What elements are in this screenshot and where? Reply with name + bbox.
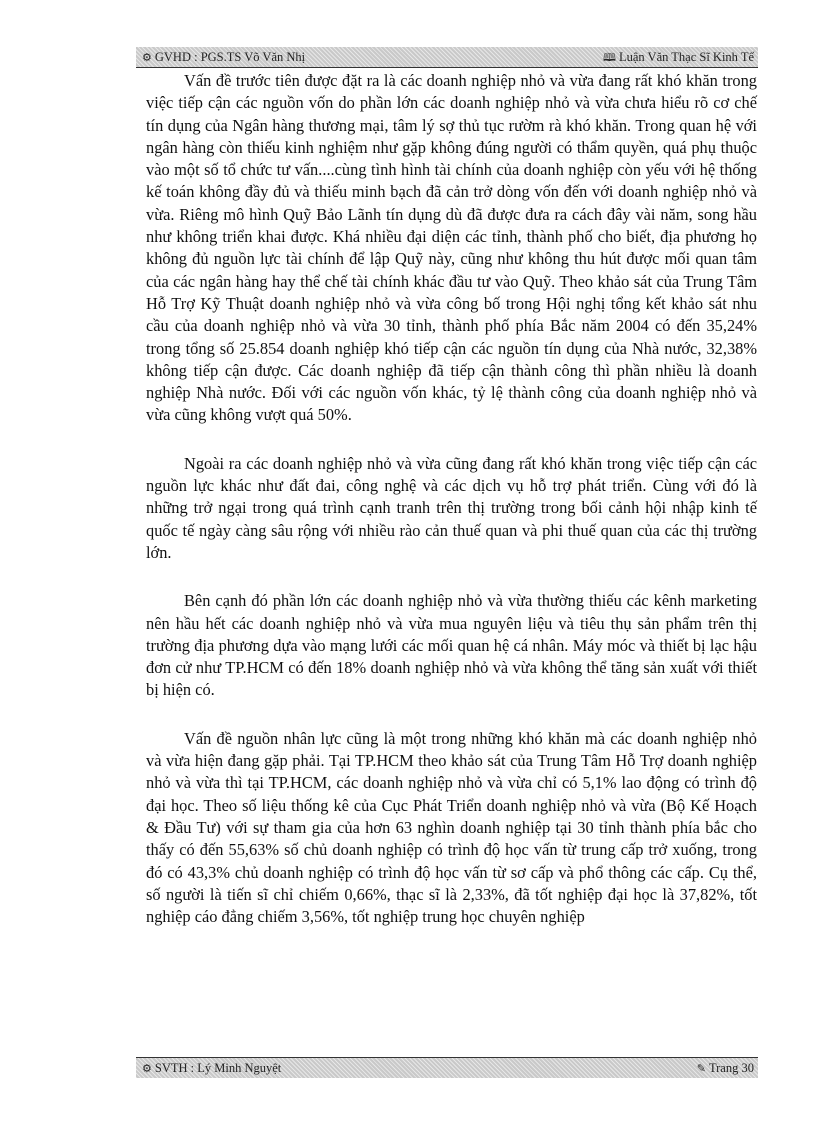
supervisor-label: GVHD : PGS.TS Võ Văn Nhị (154, 50, 306, 64)
page-body (146, 70, 757, 954)
pencil-icon: ✎ (696, 1062, 706, 1075)
paragraph: Bên cạnh đó phần lớn các doanh nghiệp nhỏ và vừa thường thiếu các kênh marketing nên hầu hết các doanh nghiệp nhỏ và vừa mua nguyên liệu và tiêu thụ sản phẩm trên thị trường địa phương dựa vào mạng lưới các mối quan hệ cá nhân. Máy móc và thiết bị lạc hậu đơn cử như TP.HCM có đến 18% doanh nghiệp nhỏ và vừa không thể tăng sản xuất với thiết bị hiện có. (146, 591, 757, 700)
student-label: SVTH : Lý Minh Nguyệt (154, 1061, 282, 1075)
page-number: Trang 30 (708, 1061, 754, 1075)
footer-left (142, 1058, 281, 1079)
header-right (603, 47, 754, 68)
paragraph: Vấn đề trước tiên được đặt ra là các doanh nghiệp nhỏ và vừa đang rất khó khăn trong việc tiếp cận các nguồn vốn do phần lớn các doanh nghiệp nhỏ và vừa chưa hiểu rõ cơ chế tín dụng của Ngân hàng thương mại, tâm lý sợ thủ tục rườm rà khó khăn. Trong quan hệ với ngân hàng còn thiếu kinh nghiệm như gặp không đúng người có thẩm quyền, quá phụ thuộc vào một số tổ chức tư vấn....cùng tình hình tài chính của doanh nghiệp còn yếu với hệ thống kế toán không đầy đủ và thiếu minh bạch đã cản trở dòng vốn đến với doanh nghiệp nhỏ và vừa. Riêng mô hình Quỹ Bảo Lãnh tín dụng dù đã được đưa ra cách đây vài năm, song hầu như không triển khai được. Khá nhiều đại diện các tỉnh, thành phố cho biết, địa phương họ không đủ nguồn lực tài chính để lập Quỹ này, cũng như không thu hút được mối quan tâm của các ngân hàng hay thể chế tài chính khác đầu tư vào Quỹ. Theo khảo sát của Trung Tâm Hỗ Trợ Kỹ Thuật doanh nghiệp nhỏ và vừa công bố trong Hội nghị tổng kết khảo sát nhu cầu của doanh nghiệp nhỏ và vừa 30 tỉnh, thành phố phía Bắc năm 2004 có đến 35,24% trong tổng số 25.854 doanh nghiệp khó tiếp cận các nguồn tín dụng của Nhà nước, 32,38% không tiếp cận được. Các doanh nghiệp đã tiếp cận thành công thì phần nhiều là doanh nghiệp Nhà nước. Đối với các nguồn vốn khác, tỷ lệ thành công của doanh nghiệp nhỏ và vừa cũng không vượt quá 50%. (146, 71, 757, 425)
page-header (136, 47, 758, 68)
thesis-title: Luận Văn Thạc Sĩ Kinh Tế (618, 50, 754, 64)
header-left (142, 47, 305, 68)
page-footer (136, 1057, 758, 1078)
gear-icon: ⚙ (142, 51, 152, 64)
paragraph: Ngoài ra các doanh nghiệp nhỏ và vừa cũng đang rất khó khăn trong việc tiếp cận các nguồn lực khác như đất đai, công nghệ và các dịch vụ hỗ trợ phát triển. Cùng với đó là những trở ngại trong quá trình cạnh tranh trên thị trường trong bối cảnh hội nhập kinh tế quốc tế ngày càng sâu rộng với nhiều rào cản thuế quan và phi thuế quan của các thị trường lớn. (146, 453, 757, 562)
book-icon: 🕮 (602, 51, 616, 64)
paragraph: Vấn đề nguồn nhân lực cũng là một trong những khó khăn mà các doanh nghiệp nhỏ và vừa hiện đang gặp phải. Tại TP.HCM theo khảo sát của Trung Tâm Hỗ Trợ doanh nghiệp nhỏ và vừa thì tại TP.HCM, các doanh nghiệp nhỏ và vừa chỉ có 5,1% lao động có trình độ đại học. Theo số liệu thống kê của Cục Phát Triển doanh nghiệp nhỏ và vừa (Bộ Kế Hoạch & Đầu Tư) với sự tham gia của hơn 63 nghìn doanh nghiệp tại 30 tỉnh thành phía bắc cho thấy có đến 55,63% số chủ doanh nghiệp có trình độ học vấn từ trung cấp trở xuống, trong đó có 43,3% chủ doanh nghiệp có trình độ học vấn từ sơ cấp và phổ thông các cấp. Cụ thể, số người là tiến sĩ chỉ chiếm 0,66%, thạc sĩ là 2,33%, đã tốt nghiệp đại học là 37,82%, tốt nghiệp cáo đẳng chiếm 3,56%, tốt nghiệp trung học chuyên nghiệp (146, 728, 757, 927)
gear-icon: ⚙ (142, 1062, 152, 1075)
footer-right (697, 1058, 754, 1079)
